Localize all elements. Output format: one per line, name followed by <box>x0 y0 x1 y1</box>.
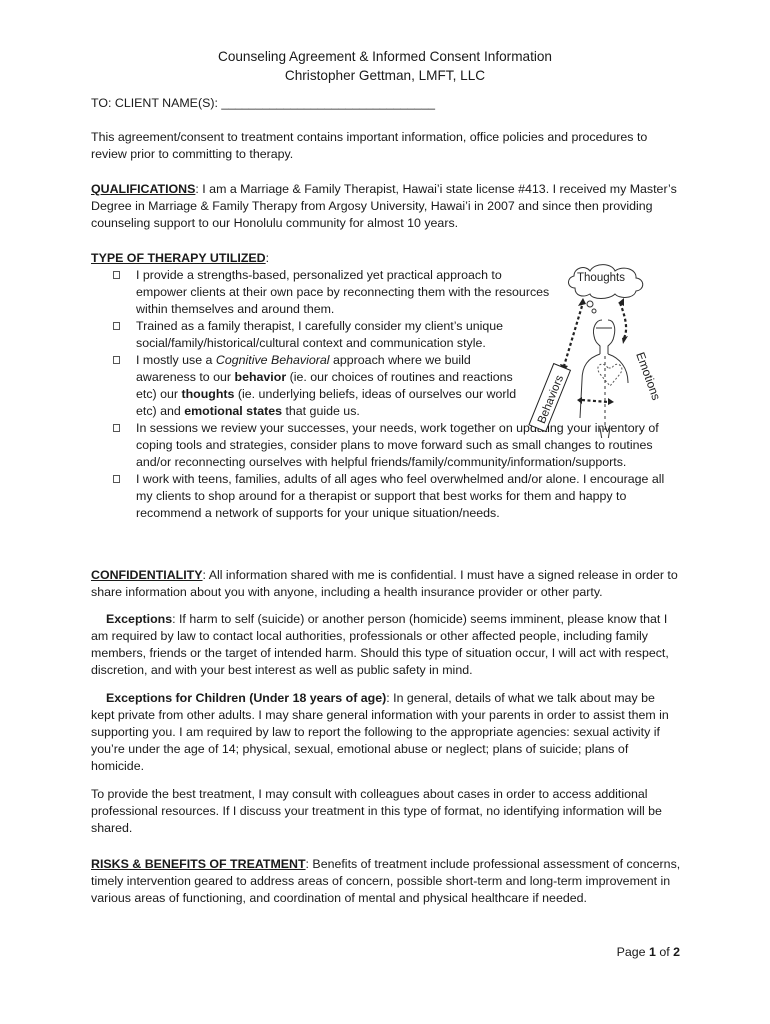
cycle-arrows-icon <box>564 303 626 402</box>
diagram-thoughts-label: Thoughts <box>577 272 625 284</box>
therapy-heading-colon: : <box>265 251 270 265</box>
document-title: Counseling Agreement & Informed Consent Information <box>218 49 552 64</box>
qualifications-heading: QUALIFICATIONS <box>91 182 196 196</box>
list-item: I provide a strengths-based, personalized yet practical approach to empower clients at their own pace by reconnecting them with the resources within themselves and around them. <box>91 267 551 318</box>
qualifications-section <box>91 181 681 232</box>
list-item: I work with teens, families, adults of all ages who feel overwhelmed and/or alone. I encourage all my clients to shop around for a therapist or support that best works for them and happy to recommend a network of supports for your unique situation/needs. <box>91 471 681 522</box>
exceptions-paragraph <box>91 611 681 679</box>
exceptions-text: : If harm to self (suicide) or another person (homicide) seems imminent, please know that I am required by law to contact local authorities, professionals or other affected people, including family members, friends or the target of intended harm. Should this type of situation occur, I will act with respect, discretion, and with your best interest as well as public safety in mind. <box>91 612 669 677</box>
client-name-line <box>91 95 681 112</box>
therapy-heading: TYPE OF THERAPY UTILIZED <box>91 251 266 265</box>
confidentiality-heading: CONFIDENTIALITY <box>91 568 203 582</box>
children-exceptions-heading: Exceptions for Children (Under 18 years of age) <box>106 691 387 705</box>
checkbox-bullet-icon <box>113 424 120 432</box>
risks-benefits-text: : Benefits of treatment include professional assessment of concerns, timely intervention geared to address areas of concern, possible short-term and long-term improvement in various areas of functioning, and coordination of mental and physical healthcare if needed. <box>91 857 681 905</box>
checkbox-bullet-icon <box>113 356 120 364</box>
checkbox-bullet-icon <box>113 322 120 330</box>
behaviors-label-box <box>529 364 570 432</box>
person-figure-icon <box>580 320 628 438</box>
page-number: Page 1 of 2 <box>616 945 680 959</box>
client-name-label: TO: CLIENT NAME(S): <box>91 96 222 110</box>
exceptions-heading: Exceptions <box>106 612 173 626</box>
risks-benefits-section <box>91 856 681 907</box>
document-subtitle: Christopher Gettman, LMFT, LLC <box>284 68 486 83</box>
diagram-emotions-label: Emotions <box>633 350 664 403</box>
consult-paragraph: To provide the best treatment, I may consult with colleagues about cases in order to access additional professional resources. If I discuss your treatment in this type of format, no identifying information will be shared. <box>91 787 662 835</box>
checkbox-bullet-icon <box>113 271 120 279</box>
heart-icon <box>598 364 622 386</box>
confidentiality-text: : All information shared with me is confidential. I must have a signed release in order to share information about you with anyone, including a health insurance provider or other party. <box>91 568 678 599</box>
list-item: I mostly use a Cognitive Behavioral approach where we build awareness to our behavior (ie. our choices of routines and reactions etc) our thoughts (ie. underlying beliefs, ideas of ourselves our world etc) and emotional states that guide us. <box>91 352 531 420</box>
diagram-behaviors-label: Behaviors <box>535 373 567 426</box>
children-exceptions-paragraph <box>91 690 681 775</box>
cbt-triangle-diagram <box>520 258 680 438</box>
intro-paragraph: This agreement/consent to treatment contains important information, office policies and procedures to review prior to committing to therapy. <box>91 130 648 161</box>
risks-benefits-heading: RISKS & BENEFITS OF TREATMENT <box>91 857 306 871</box>
list-item: Trained as a family therapist, I carefully consider my client’s unique social/family/historical/cultural context and communication style. <box>91 318 511 352</box>
checkbox-bullet-icon <box>113 475 120 483</box>
list-item: In sessions we review your successes, your needs, work together on updating your inventory of coping tools and strategies, consider plans to move forward such as small changes to routines and/or reconnecting ourselves with helpful friends/family/community/information/supports. <box>91 420 681 471</box>
qualifications-text: : I am a Marriage & Family Therapist, Hawai’i state license #413. I received my Master’s Degree in Marriage & Family Therapy from Argosy University, Hawai’i in 2007 and since then providing counseling support to our Honolulu community for almost 10 years. <box>91 182 677 230</box>
confidentiality-section <box>91 567 681 601</box>
children-exceptions-text: : In general, details of what we talk about may be kept private from other adults. I may share general information with your parents in order to assist them in supporting you. I am required by law to report the following to the appropriate agencies: sexual activity if you’re under the age of 14; physical, sexual, emotional abuse or neglect; plans of suicide; plans of homicide. <box>91 691 669 773</box>
client-name-blank: _______________________________ <box>221 96 435 110</box>
